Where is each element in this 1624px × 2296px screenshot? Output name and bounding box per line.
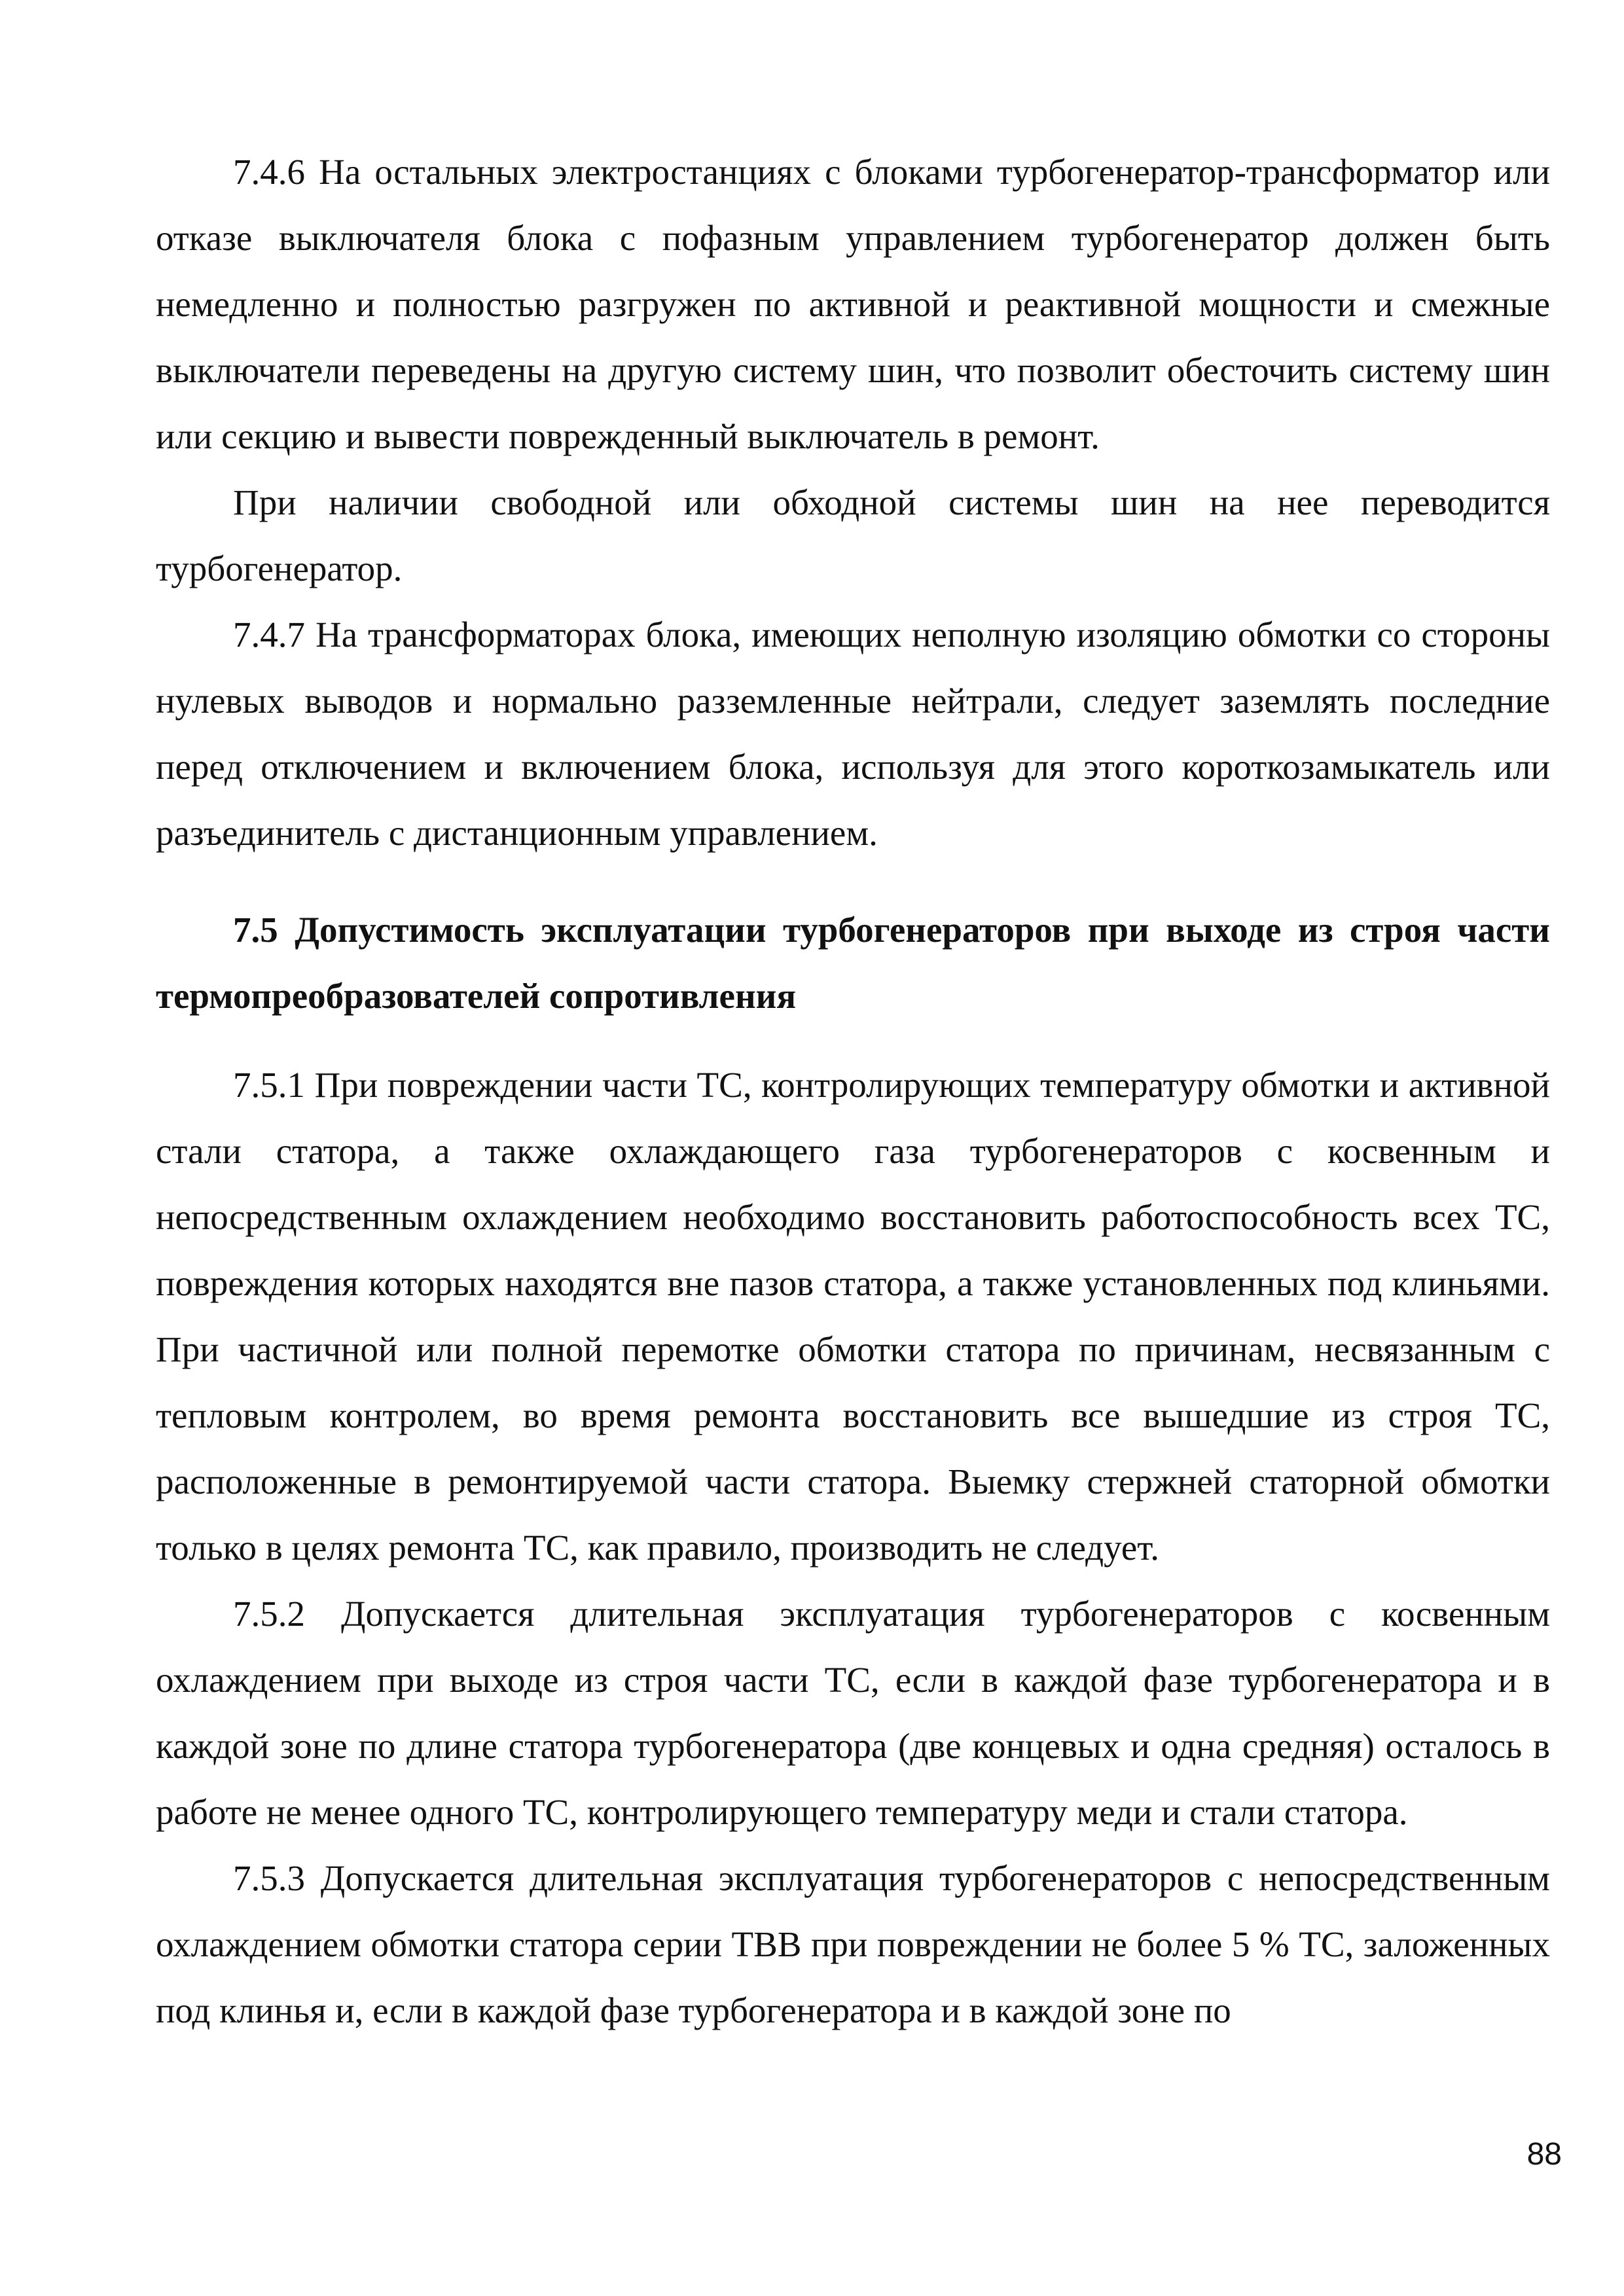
section-heading-7-5: 7.5 Допустимость эксплуатации турбогенераторов при выходе из строя части термопреобразователей сопротивления — [156, 910, 1550, 1016]
paragraph-7-5-1: 7.5.1 При повреждении части ТС, контролирующих температуру обмотки и активной стали статора, а также охлаждающего газа турбогенераторов с косвенным и непосредственным охлаждением необходимо восстановить работоспособность всех ТС, повреждения которых находятся вне пазов статора, а также установленных под клиньями. При частичной или полной перемотке обмотки статора по причинам, несвязанным с тепловым контролем, во время ремонта восстановить все вышедшие из строя ТС, расположенные в ремонтируемой части статора. Выемку стержней статорной обмотки только в целях ремонта ТС, как правило, производить не следует. — [156, 1065, 1550, 1568]
paragraph-7-5-3: 7.5.3 Допускается длительная эксплуатация турбогенераторов с непосредственным охлаждением обмотки статора серии ТВВ при повреждении не более 5 % ТС, заложенных под клинья и, если в каждой фазе турбогенератора и в каждой зоне по — [156, 1858, 1550, 2030]
paragraph-7-4-6: 7.4.6 На остальных электростанциях с блоками турбогенератор-трансформатор или отказе выключателя блока с пофазным управлением турбогенератор должен быть немедленно и полностью разгружен по активной и реактивной мощности и смежные выключатели переведены на другую систему шин, что позволит обесточить систему шин или секцию и вывести поврежденный выключатель в ремонт. — [156, 152, 1550, 456]
paragraph-bypass-bus: При наличии свободной или обходной системы шин на нее переводится турбогенератор. — [156, 482, 1550, 588]
paragraph-7-4-7: 7.4.7 На трансформаторах блока, имеющих неполную изоляцию обмотки со стороны нулевых выводов и нормально разземленные нейтрали, следует заземлять последние перед отключением и включением блока, используя для этого короткозамыкатель или разъединитель с дистанционным управлением. — [156, 615, 1550, 853]
paragraph-7-5-2: 7.5.2 Допускается длительная эксплуатация турбогенераторов с косвенным охлаждением при выходе из строя части ТС, если в каждой фазе турбогенератора и в каждой зоне по длине статора турбогенератора (две концевых и одна средняя) осталось в работе не менее одного ТС, контролирующего температуру меди и стали статора. — [156, 1594, 1550, 1832]
document-body — [156, 139, 1550, 2043]
page-number: 88 — [1526, 2137, 1562, 2172]
